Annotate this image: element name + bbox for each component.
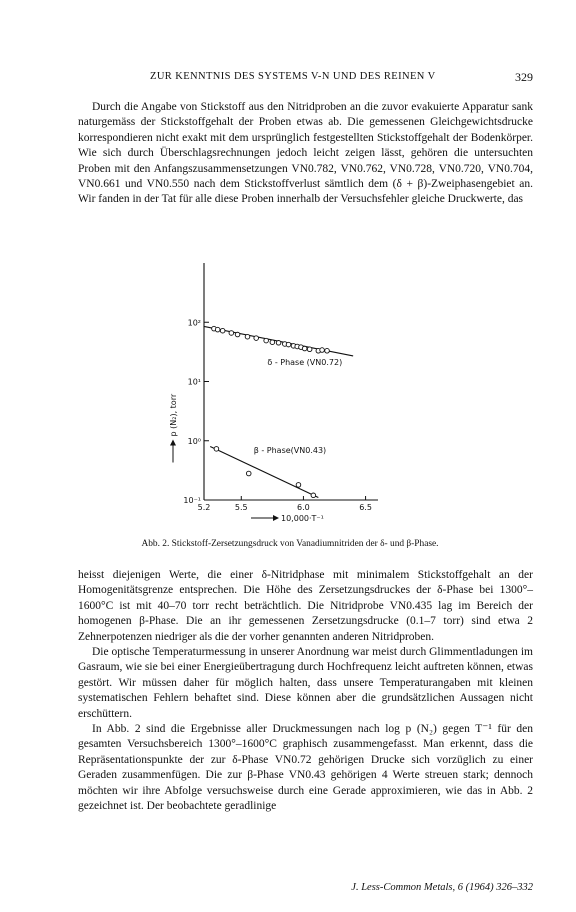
- x-tick-label: 6.5: [359, 503, 372, 512]
- delta-data-point: [320, 348, 325, 353]
- y-label-arrow-head: [170, 439, 176, 445]
- figure-2: [120, 255, 450, 537]
- beta-data-point: [214, 447, 219, 452]
- delta-data-point: [235, 332, 240, 337]
- paragraph-results: In Abb. 2 sind die Ergebnisse aller Druckmessungen nach log p (N₂) gegen T⁻¹ für den gesamten Versuchsbereich 1300°–1600°C graphisch zusammengefasst. Man erkennt, dass die Repräsentationspunkte der zur δ-Phase VN0.72 gehörigen Drucke sich vorzüglich zu einer Geraden zusammenfügen. Die zur β-Phase VN0.43 gehörigen 4 Werte streuen stark; dennoch möchten wir ihre Abfolge versuchsweise durch eine Gerade approximieren, wie das in Abb. 2 gezeichnet ist. Der beobachtete geradlinige: [78, 723, 533, 813]
- y-tick-label: 10²: [187, 318, 201, 328]
- delta-data-point: [245, 334, 250, 339]
- delta-data-point: [264, 338, 269, 343]
- running-head: [78, 71, 533, 87]
- delta-data-point: [286, 342, 291, 347]
- paragraph-top: Durch die Angabe von Stickstoff aus den Nitridproben an die zuvor evakuierte Apparatur sank naturgemäss der Stickstoffgehalt der Proben etwas ab. Die gemessenen Gleichgewichtsdrucke korrespondieren nicht exakt mit dem ursprünglich festgestellten Stickstoffgehalt der Bodenkörper. Wie sich durch Überschlagsrechnungen jedoch leicht zeigen lässt, gehören die untersuchten Proben mit den Anfangszusammensetzungen VN0.782, VN0.762, VN0.728, VN0.720, VN0.704, VN0.661 und VN0.550 nach dem Stickstoffverlust sämtlich dem (δ + β)-Zweiphasengebiet an. Wir fanden in der Tat für alle diese Proben innerhalb der Versuchsfehler gleiche Druckwerte, das: [78, 101, 533, 206]
- delta-data-point: [220, 328, 225, 333]
- delta-data-point: [307, 347, 312, 352]
- paragraph-temperature: Die optische Temperaturmessung in unserer Anordnung war meist durch Glimmentladungen im Gasraum, wie sie bei einer Energieübertragung durch Hochfrequenz leicht auftreten können, etwas gestört. Wir müssen daher für möglich halten, dass unsere Temperaturangaben mit kleinen systematischen Fehlern behaftet sind. Diese können aber die grundsätzlichen Aussagen nicht erschüttern.: [78, 646, 533, 720]
- x-label-arrow-head: [273, 515, 279, 521]
- delta-phase-label: δ - Phase (VN0.72): [267, 357, 343, 367]
- body-text-bottom: [78, 568, 533, 815]
- beta-data-point: [246, 471, 251, 476]
- beta-data-point: [311, 493, 316, 498]
- running-title: ZUR KENNTNIS DES SYSTEMS V-N UND DES REINEN V: [150, 71, 436, 82]
- beta-data-point: [296, 483, 301, 488]
- x-tick-label: 6.0: [297, 503, 310, 512]
- delta-data-point: [302, 346, 307, 351]
- beta-phase-label: β - Phase(VN0.43): [253, 446, 327, 456]
- y-tick-label: 10⁻¹: [183, 496, 201, 505]
- delta-data-point: [254, 336, 259, 341]
- chart-svg: [120, 255, 450, 537]
- y-axis-label: p (N₂), torr: [169, 393, 178, 437]
- x-tick-label: 5.2: [197, 503, 211, 512]
- delta-data-point: [229, 331, 234, 336]
- journal-citation: J. Less-Common Metals, 6 (1964) 326–332: [351, 882, 533, 893]
- figure-caption: Abb. 2. Stickstoff-Zersetzungsdruck von Vanadiumnitriden der δ- und β-Phase.: [141, 539, 439, 549]
- delta-data-point: [270, 340, 275, 345]
- body-text-top: [78, 100, 533, 208]
- delta-data-point: [276, 340, 281, 345]
- paragraph-continued: heisst diejenigen Werte, die einer δ-Nitridphase mit minimalem Stickstoffgehalt an der Homogenitätsgrenze entsprechen. Die Höhe des Zersetzungsdruckes der δ-Phase bei 1300°–1600°C ist mit 40–70 torr recht beträchtlich. Die Nitridprobe VN0.435 lag im Bereich der homogenen β-Phase. Die an ihr gemessenen Zersetzungsdrucke (0.1–7 torr) sind etwa 2 Zehnerpotenzen niedriger als die der vorher genannten anderen Nitridproben.: [78, 569, 533, 643]
- x-tick-label: 5.5: [234, 503, 248, 512]
- x-axis-label: 10,000·T⁻¹: [281, 514, 324, 523]
- y-tick-label: 10⁰: [187, 436, 201, 446]
- y-tick-label: 10¹: [187, 377, 201, 387]
- delta-data-point: [215, 327, 220, 332]
- page-number: 329: [515, 70, 533, 84]
- delta-data-point: [325, 348, 330, 353]
